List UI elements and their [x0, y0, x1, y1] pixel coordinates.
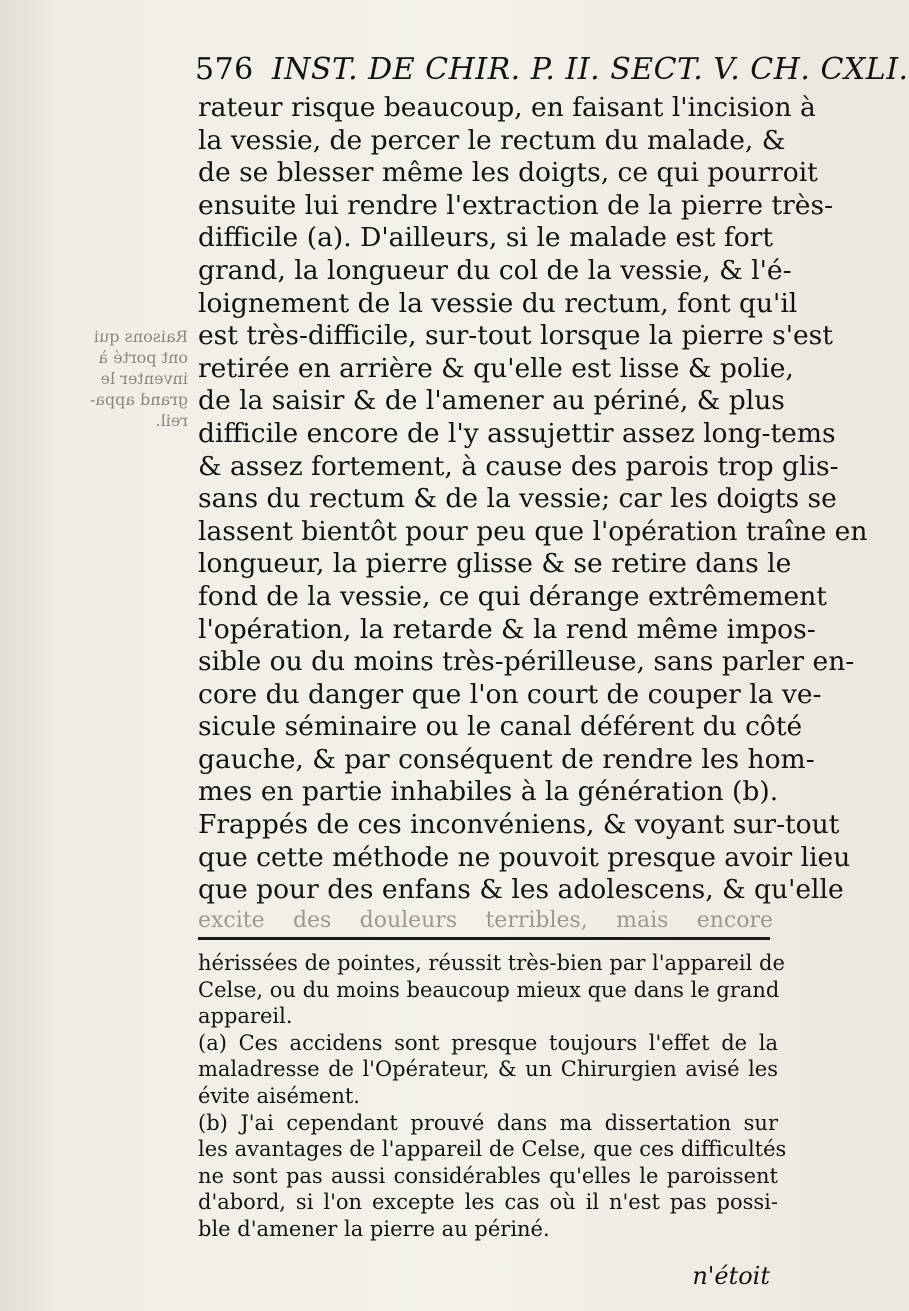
text-line: difficile (a). D'ailleurs, si le malade est fort: [198, 222, 773, 254]
footnote-line: (a) Ces accidens sont presque toujours l'effet de la: [198, 1030, 778, 1055]
text-line: sans du rectum & de la vessie; car les doigts se: [198, 483, 837, 515]
margin-note-line: ont porté à: [98, 348, 188, 367]
text-line: la vessie, de percer le rectum du malade, &: [198, 124, 786, 156]
footnote-line: évite aisément.: [198, 1083, 360, 1108]
footnote-line: (b) J'ai cependant prouvé dans ma dissertation sur: [198, 1110, 778, 1135]
text-line: longueur, la pierre glisse & se retire dans le: [198, 548, 792, 580]
running-head-title: INST. DE CHIR. P. II. SECT. V. CH. CXLI.: [271, 52, 909, 87]
text-line: grand, la longueur du col de la vessie, & l'é-: [198, 254, 792, 286]
catchword: n'étoit: [692, 1262, 770, 1290]
text-line: de se blesser même les doigts, ce qui pourroit: [198, 157, 818, 189]
text-line: core du danger que l'on court de couper la ve-: [198, 678, 822, 710]
text-line: fond de la vessie, ce qui dérange extrêmement: [198, 580, 827, 612]
text-line: difficile encore de l'y assujettir assez long-tems: [198, 417, 836, 449]
bleedthrough-line: excite des douleurs terribles, mais encore: [198, 907, 773, 933]
text-line: de la saisir & de l'amener au périné, & plus: [198, 385, 785, 417]
footnote-rule: [198, 937, 770, 940]
margin-note-line: reil.: [155, 411, 188, 430]
footnotes: [198, 950, 787, 1243]
footnote-line: ne sont pas aussi considérables qu'elles le paroissent: [198, 1163, 778, 1188]
text-line: mes en partie inhabiles à la génération (b).: [198, 776, 779, 808]
margin-note-line: Raisons qui: [93, 327, 188, 346]
text-line: sible ou du moins très-périlleuse, sans parler en-: [198, 646, 855, 678]
running-head: [195, 52, 909, 87]
footnote-line: maladresse de l'Opérateur, & un Chirurgien avisé les: [198, 1057, 778, 1082]
text-line: gauche, & par conséquent de rendre les hom-: [198, 743, 815, 775]
footnote-line: appareil.: [198, 1004, 293, 1029]
margin-note-line: grand appa-: [89, 390, 188, 409]
text-line: lassent bientôt pour peu que l'opération traîne en: [198, 515, 868, 547]
text-line: l'opération, la retarde & la rend même impos-: [198, 613, 816, 645]
text-line: sicule séminaire ou le canal déférent du côté: [198, 711, 803, 743]
footnote-line: d'abord, si l'on excepte les cas où il n'est pas possi-: [198, 1190, 778, 1215]
text-line: retirée en arrière & qu'elle est lisse & polie,: [198, 352, 794, 384]
text-line: loignement de la vessie du rectum, font qu'il: [198, 287, 798, 319]
text-line: rateur risque beaucoup, en faisant l'incision à: [198, 92, 816, 123]
main-text: [198, 92, 868, 935]
margin-note-line: inventer le: [100, 369, 188, 388]
text-line: que pour des enfans & les adolescens, & qu'elle: [198, 874, 844, 906]
text-line: est très-difficile, sur-tout lorsque la pierre s'est: [198, 320, 833, 352]
text-line: ensuite lui rendre l'extraction de la pierre très-: [198, 189, 834, 221]
footnote-line: les avantages de l'appareil de Celse, que ces difficultés: [198, 1137, 787, 1162]
text-line: Frappés de ces inconvéniens, & voyant sur-tout: [198, 809, 840, 841]
margin-note-bleedthrough: [60, 326, 188, 431]
page-number: 576: [195, 52, 254, 87]
text-line: & assez fortement, à cause des parois trop glis-: [198, 450, 839, 482]
footnote-line: Celse, ou du moins beaucoup mieux que dans le grand: [198, 977, 780, 1002]
footnote-line: ble d'amener la pierre au périné.: [198, 1216, 550, 1241]
text-line: que cette méthode ne pouvoit presque avoir lieu: [198, 841, 851, 873]
footnote-line: hérissées de pointes, réussit très-bien par l'appareil de: [198, 951, 785, 975]
